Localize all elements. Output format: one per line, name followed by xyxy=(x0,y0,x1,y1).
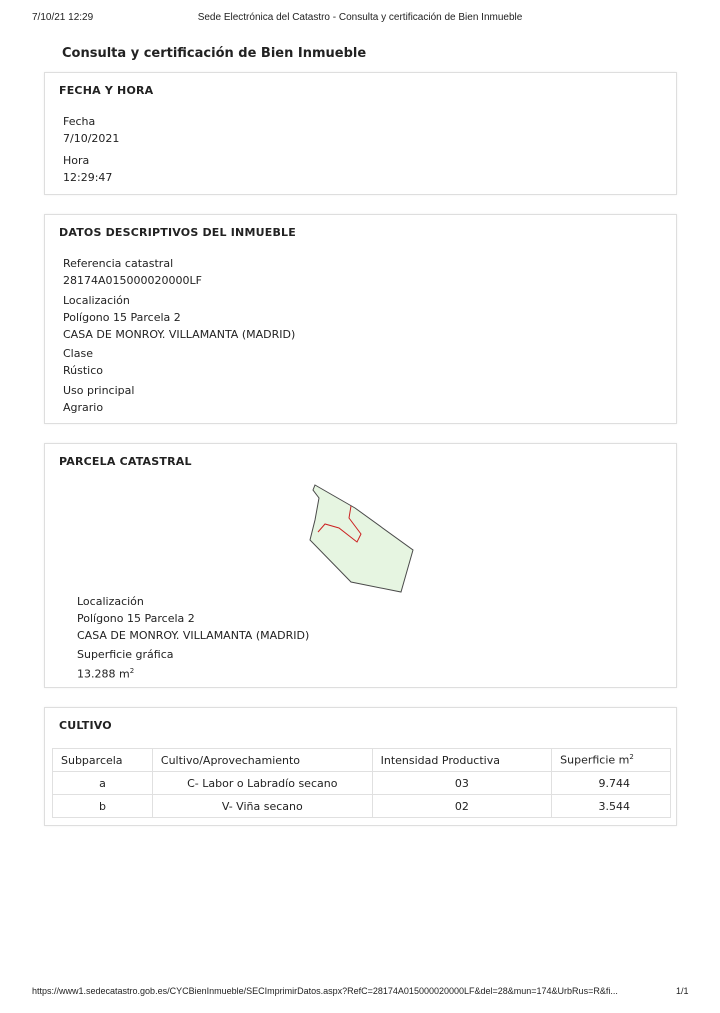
fecha-label: Fecha xyxy=(63,115,96,128)
superficie-grafica-field xyxy=(77,646,174,683)
cultivo-table xyxy=(52,748,671,818)
cell-cultivo: V- Viña secano xyxy=(152,795,372,818)
cell-subparcela: a xyxy=(53,772,153,795)
referencia-value: 28174A015000020000LF xyxy=(63,274,202,287)
localizacion-line1: Polígono 15 Parcela 2 xyxy=(63,311,181,324)
print-document-title: Sede Electrónica del Catastro - Consulta y certificación de Bien Inmueble xyxy=(197,12,523,23)
header-superficie: Superficie $m^2$ xyxy=(552,749,671,772)
hora-value: 12:29:47 xyxy=(63,171,113,184)
print-datetime: 7/10/21 12:29 xyxy=(32,12,94,23)
cell-superficie: 3.544 xyxy=(552,795,671,818)
hora-label: Hora xyxy=(63,154,90,167)
clase-label: Clase xyxy=(63,347,93,360)
cultivo-title: CULTIVO xyxy=(59,719,112,732)
header-subparcela: Subparcela xyxy=(53,749,153,772)
fecha-hora-title: FECHA Y HORA xyxy=(59,84,154,97)
print-header xyxy=(0,12,720,26)
datos-descriptivos-panel xyxy=(44,214,677,424)
table-header-row xyxy=(53,749,671,772)
cell-superficie: 9.744 xyxy=(552,772,671,795)
parcel-outline xyxy=(310,485,413,592)
parcela-localizacion-field xyxy=(77,593,309,644)
cell-subparcela: b xyxy=(53,795,153,818)
clase-field xyxy=(63,345,103,379)
uso-value: Agrario xyxy=(63,401,104,414)
referencia-field xyxy=(63,255,202,289)
page-title: Consulta y certificación de Bien Inmueble xyxy=(62,46,367,61)
cell-intensidad: 02 xyxy=(372,795,552,818)
hora-field xyxy=(63,152,112,186)
cell-intensidad: 03 xyxy=(372,772,552,795)
print-url: https://www1.sedecatastro.gob.es/CYCBienInmueble/SECImprimirDatos.aspx?RefC=28174A015000020000LF&del=28&mun=174&UrbRus=R&fi... xyxy=(32,986,618,996)
referencia-label: Referencia catastral xyxy=(63,257,174,270)
parcela-catastral-title: PARCELA CATASTRAL xyxy=(59,455,192,468)
parcel-map xyxy=(305,480,421,598)
fecha-value: 7/10/2021 xyxy=(63,132,120,145)
cultivo-panel xyxy=(44,707,677,826)
parcela-localizacion-line2: CASA DE MONROY. VILLAMANTA (MADRID) xyxy=(77,629,310,642)
parcela-localizacion-line1: Polígono 15 Parcela 2 xyxy=(77,612,195,625)
uso-label: Uso principal xyxy=(63,384,135,397)
localizacion-label: Localización xyxy=(63,294,130,307)
print-page-number: 1/1 xyxy=(676,986,689,996)
localizacion-field xyxy=(63,292,295,343)
parcela-localizacion-label: Localización xyxy=(77,595,144,608)
superficie-grafica-value: 13.288 $m^2$ xyxy=(77,667,135,681)
parcela-catastral-panel xyxy=(44,443,677,688)
fecha-field xyxy=(63,113,119,147)
header-intensidad: Intensidad Productiva xyxy=(372,749,552,772)
uso-field xyxy=(63,382,134,416)
cell-cultivo: C- Labor o Labradío secano xyxy=(152,772,372,795)
clase-value: Rústico xyxy=(63,364,103,377)
fecha-hora-panel xyxy=(44,72,677,195)
table-row xyxy=(53,795,671,818)
header-cultivo: Cultivo/Aprovechamiento xyxy=(152,749,372,772)
localizacion-line2: CASA DE MONROY. VILLAMANTA (MADRID) xyxy=(63,328,296,341)
table-row xyxy=(53,772,671,795)
datos-descriptivos-title: DATOS DESCRIPTIVOS DEL INMUEBLE xyxy=(59,226,296,239)
superficie-grafica-label: Superficie gráfica xyxy=(77,648,174,661)
